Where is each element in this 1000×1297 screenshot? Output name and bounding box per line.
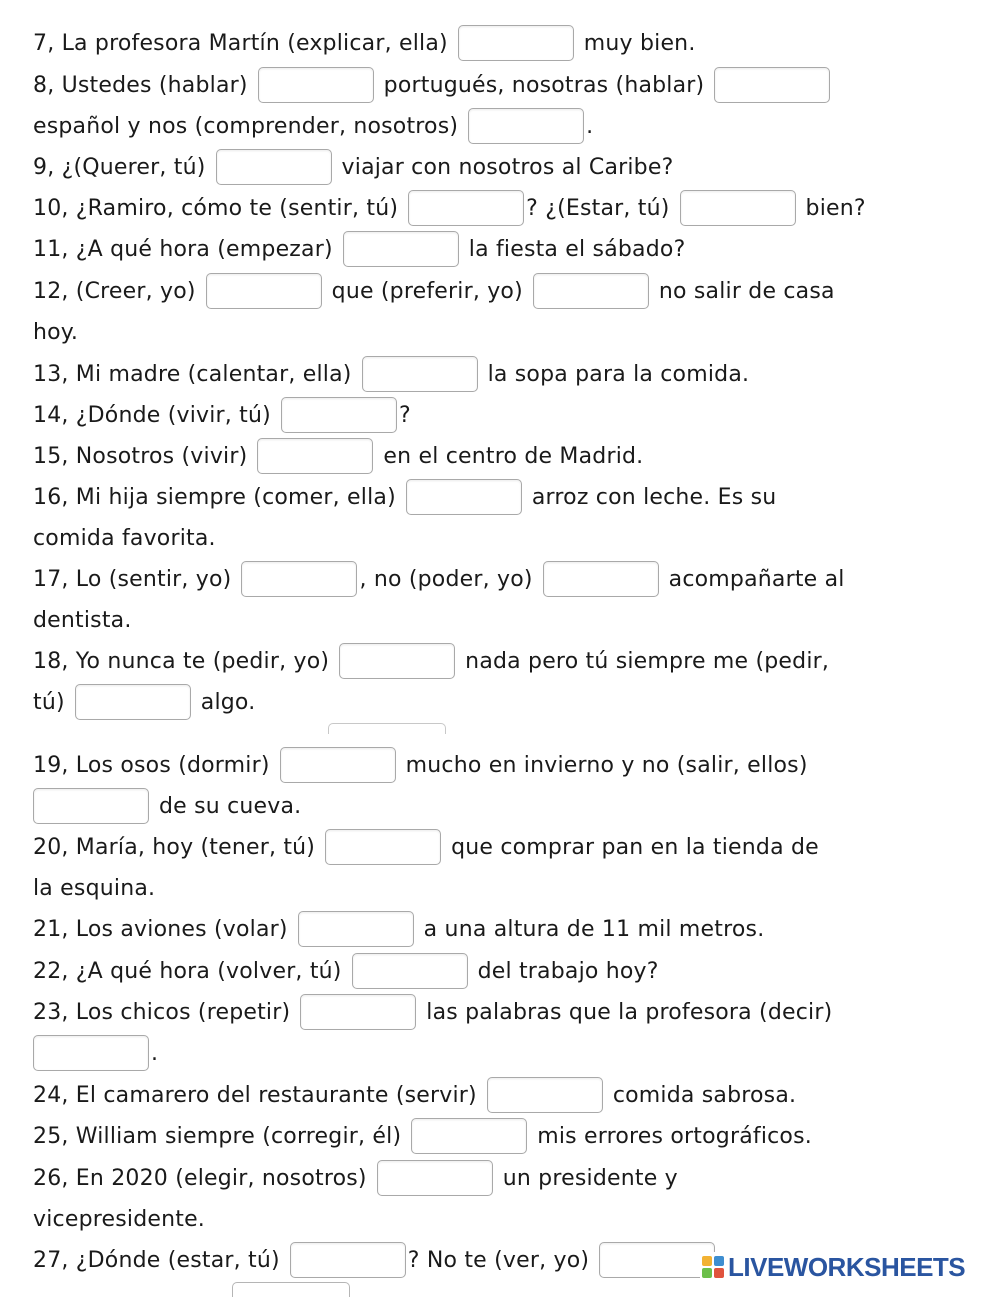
exercise-23-cont: [33, 1036, 158, 1070]
exercise-22: [33, 954, 659, 988]
partial-answer-box: [232, 1282, 350, 1297]
continuation-text: ? No te (ver, yo): [407, 1247, 590, 1273]
answer-14a[interactable]: [281, 397, 397, 433]
answer-16a[interactable]: [406, 479, 522, 515]
prompt-text: 19, Los osos (dormir): [33, 752, 270, 778]
exercise-8: [33, 68, 840, 102]
continuation-text: un presidente y: [502, 1165, 678, 1191]
continuation-text: la esquina.: [33, 875, 156, 901]
exercise-14: [33, 398, 411, 432]
exercise-18-cont: [33, 685, 255, 719]
answer-10b[interactable]: [680, 190, 796, 226]
answer-17b[interactable]: [543, 561, 659, 597]
exercise-19: [33, 748, 808, 782]
liveworksheets-logo-icon: [702, 1256, 724, 1278]
exercise-11: [33, 232, 685, 266]
exercise-26-cont: [33, 1202, 205, 1236]
exercise-26: [33, 1161, 678, 1195]
prompt-text: 21, Los aviones (volar): [33, 916, 288, 942]
continuation-text: la fiesta el sábado?: [468, 236, 686, 262]
prompt-text: español y nos (comprender, nosotros): [33, 113, 459, 139]
prompt-text: 22, ¿A qué hora (volver, tú): [33, 958, 342, 984]
continuation-text: mucho en invierno y no (salir, ellos): [405, 752, 808, 778]
prompt-text: 16, Mi hija siempre (comer, ella): [33, 484, 396, 510]
exercise-17: [33, 562, 845, 596]
exercise-16: [33, 480, 776, 514]
exercise-12-cont: [33, 315, 78, 349]
continuation-text: hoy.: [33, 319, 79, 345]
prompt-text: 10, ¿Ramiro, cómo te (sentir, tú): [33, 195, 399, 221]
answer-17a[interactable]: [241, 561, 357, 597]
exercise-10: [33, 191, 866, 225]
prompt-text: 27, ¿Dónde (estar, tú): [33, 1247, 280, 1273]
answer-8b[interactable]: [714, 67, 830, 103]
answer-21a[interactable]: [298, 911, 414, 947]
continuation-text: acompañarte al: [668, 566, 845, 592]
continuation-text: dentista.: [33, 607, 132, 633]
answer-26a[interactable]: [377, 1160, 493, 1196]
prompt-text: 25, William siempre (corregir, él): [33, 1123, 402, 1149]
prompt-text: 15, Nosotros (vivir): [33, 443, 248, 469]
prompt-text: 13, Mi madre (calentar, ella): [33, 361, 352, 387]
exercise-18: [33, 644, 829, 678]
continuation-text: de su cueva.: [159, 793, 302, 819]
exercise-16-cont: [33, 521, 216, 555]
exercise-25: [33, 1119, 812, 1153]
continuation-text: la sopa para la comida.: [487, 361, 750, 387]
exercise-19-cont: [33, 789, 301, 823]
exercise-24: [33, 1078, 796, 1112]
answer-11a[interactable]: [343, 231, 459, 267]
exercise-12: [33, 274, 835, 308]
continuation-text: del trabajo hoy?: [477, 958, 659, 984]
exercise-13: [33, 357, 749, 391]
answer-23b[interactable]: [33, 1035, 149, 1071]
answer-27b[interactable]: [599, 1242, 715, 1278]
exercise-7: [33, 26, 696, 60]
prompt-text: 11, ¿A qué hora (empezar): [33, 236, 333, 262]
answer-10a[interactable]: [408, 190, 524, 226]
continuation-text: ? ¿(Estar, tú): [526, 195, 670, 221]
answer-25a[interactable]: [411, 1118, 527, 1154]
liveworksheets-logo: [700, 1252, 969, 1282]
answer-19b[interactable]: [33, 788, 149, 824]
continuation-text: ?: [398, 402, 411, 428]
continuation-text: que comprar pan en la tienda de: [451, 834, 819, 860]
continuation-text: en el centro de Madrid.: [383, 443, 644, 469]
continuation-text: comida sabrosa.: [612, 1082, 797, 1108]
continuation-text: no salir de casa: [658, 278, 835, 304]
prompt-text: 26, En 2020 (elegir, nosotros): [33, 1165, 367, 1191]
exercise-8-cont: [33, 109, 593, 143]
continuation-text: .: [151, 1040, 159, 1066]
exercise-9: [33, 150, 673, 184]
answer-19a[interactable]: [280, 747, 396, 783]
answer-12b[interactable]: [533, 273, 649, 309]
continuation-text: comida favorita.: [33, 525, 216, 551]
prompt-text: 17, Lo (sentir, yo): [33, 566, 232, 592]
continuation-text: algo.: [200, 689, 256, 715]
answer-23a[interactable]: [300, 994, 416, 1030]
prompt-text: tú): [33, 689, 65, 715]
answer-27a[interactable]: [290, 1242, 406, 1278]
prompt-text: 23, Los chicos (repetir): [33, 999, 291, 1025]
continuation-text: las palabras que la profesora (decir): [426, 999, 833, 1025]
prompt-text: 12, (Creer, yo): [33, 278, 196, 304]
prompt-text: 7, La profesora Martín (explicar, ella): [33, 30, 448, 56]
answer-18b[interactable]: [75, 684, 191, 720]
continuation-text: arroz con leche. Es su: [531, 484, 777, 510]
answer-8a[interactable]: [258, 67, 374, 103]
exercise-23: [33, 995, 832, 1029]
continuation-text: viajar con nosotros al Caribe?: [341, 154, 674, 180]
prompt-text: 9, ¿(Querer, tú): [33, 154, 206, 180]
prompt-text: 14, ¿Dónde (vivir, tú): [33, 402, 271, 428]
exercise-21: [33, 912, 764, 946]
prompt-text: 24, El camarero del restaurante (servir): [33, 1082, 477, 1108]
answer-24a[interactable]: [487, 1077, 603, 1113]
answer-13a[interactable]: [362, 356, 478, 392]
continuation-text: muy bien.: [583, 30, 696, 56]
continuation-text: que (preferir, yo): [331, 278, 523, 304]
prompt-text: 20, María, hoy (tener, tú): [33, 834, 316, 860]
exercise-17-cont: [33, 603, 132, 637]
prompt-text: 18, Yo nunca te (pedir, yo): [33, 648, 330, 674]
exercise-15: [33, 439, 643, 473]
partial-answer-box: [328, 723, 446, 734]
continuation-text: portugués, nosotras (hablar): [383, 72, 705, 98]
exercise-27: [33, 1243, 725, 1277]
answer-8c[interactable]: [468, 108, 584, 144]
continuation-text: , no (poder, yo): [359, 566, 533, 592]
answer-9a[interactable]: [216, 149, 332, 185]
continuation-text: bien?: [805, 195, 866, 221]
continuation-text: mis errores ortográficos.: [537, 1123, 812, 1149]
prompt-text: 8, Ustedes (hablar): [33, 72, 248, 98]
brand-name: LIVEWORKSHEETS: [728, 1251, 966, 1282]
answer-22a[interactable]: [352, 953, 468, 989]
answer-20a[interactable]: [325, 829, 441, 865]
continuation-text: nada pero tú siempre me (pedir,: [465, 648, 830, 674]
answer-18a[interactable]: [339, 643, 455, 679]
answer-15a[interactable]: [257, 438, 373, 474]
exercise-20-cont: [33, 871, 155, 905]
continuation-text: a una altura de 11 mil metros.: [423, 916, 765, 942]
continuation-text: vicepresidente.: [33, 1206, 205, 1232]
exercise-20: [33, 830, 819, 864]
answer-12a[interactable]: [206, 273, 322, 309]
answer-7a[interactable]: [458, 25, 574, 61]
continuation-text: .: [586, 113, 594, 139]
